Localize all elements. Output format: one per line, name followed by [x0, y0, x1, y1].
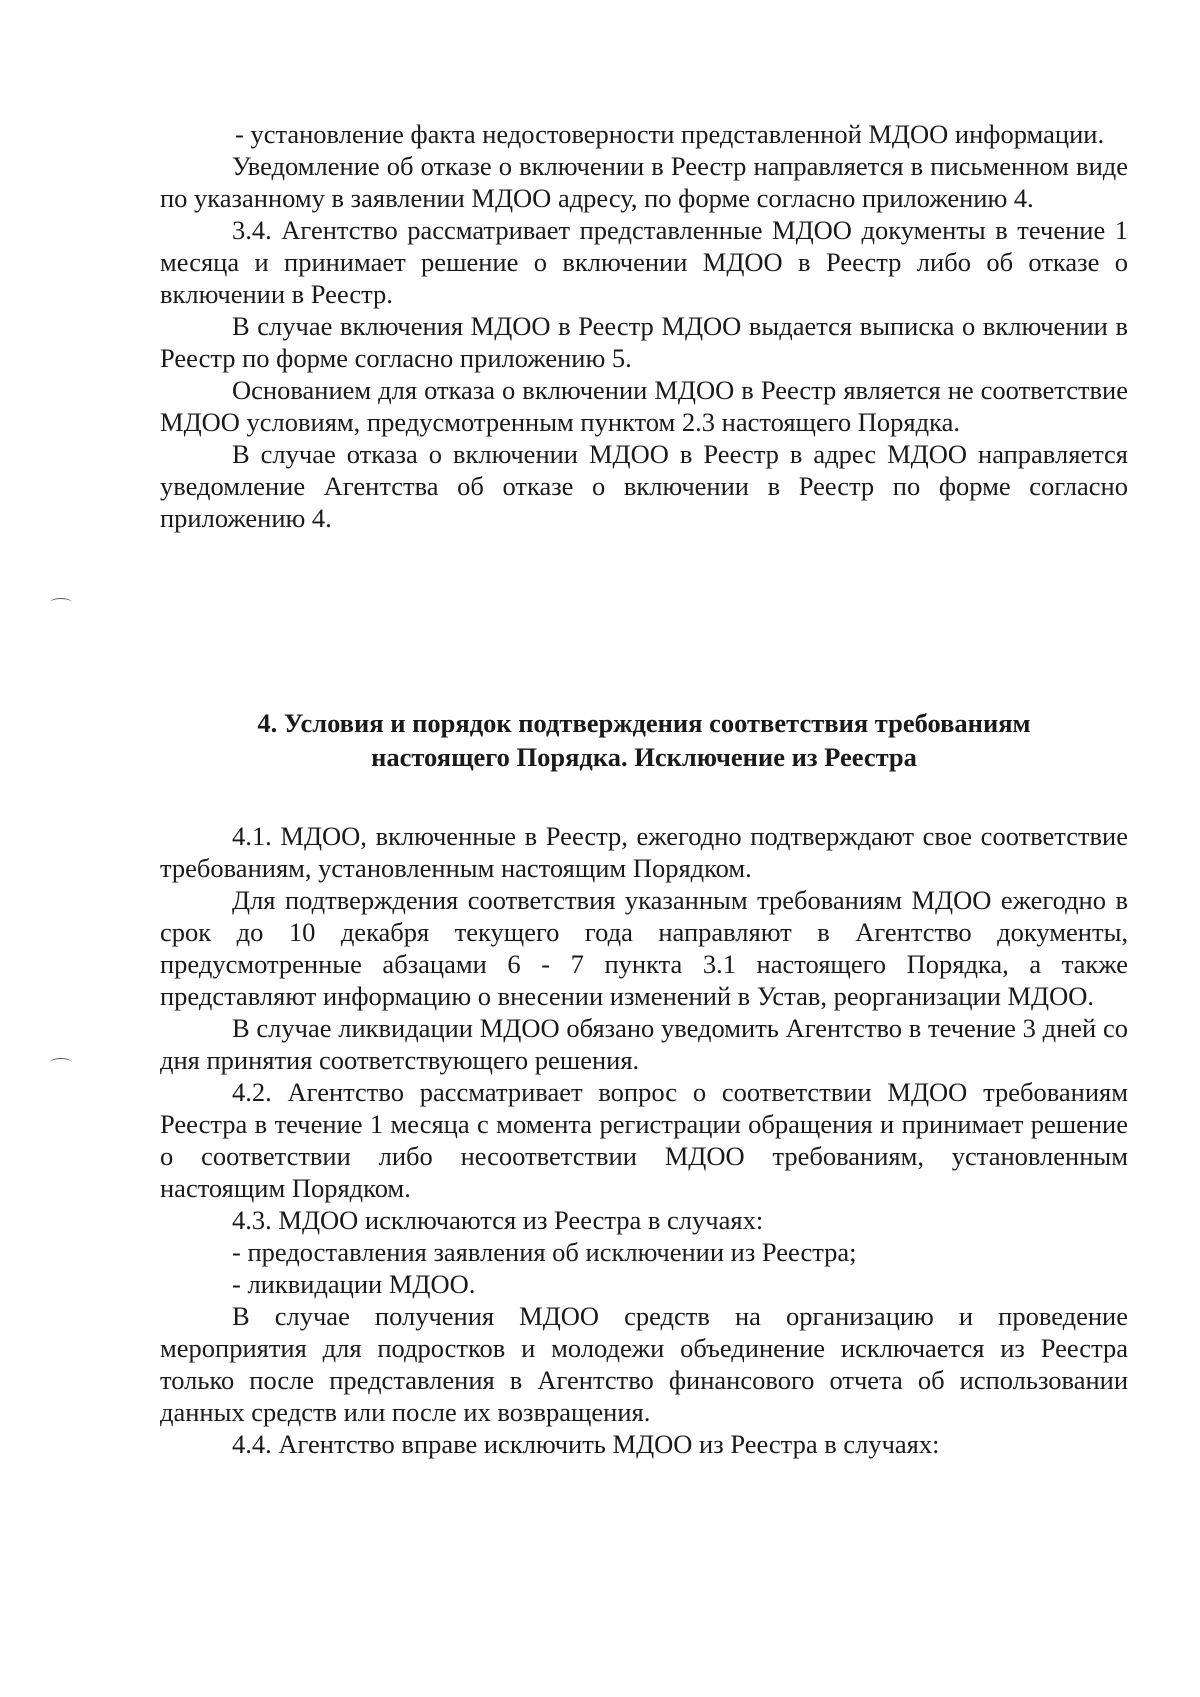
scan-artifact-mark: [50, 1058, 72, 1067]
section-heading: [160, 706, 1128, 774]
section-heading-line: 4. Условия и порядок подтверждения соответствия требованиям: [257, 708, 1031, 738]
paragraph: 4.2. Агентство рассматривает вопрос о соответствии МДОО требованиям Реестра в течение 1 месяца с момента регистрации обращения и принимает решение о соответствии либо несоответствии МДОО требованиям, установленным настоящим Порядком.: [160, 1077, 1128, 1203]
text-block-bottom: [160, 820, 1128, 1460]
paragraph: В случае ликвидации МДОО обязано уведомить Агентство в течение 3 дней со дня принятия соответствующего решения.: [160, 1013, 1128, 1075]
paragraph: - установление факта недостоверности представленной МДОО информации.: [235, 119, 1105, 149]
paragraph: 3.4. Агентство рассматривает представленные МДОО документы в течение 1 месяца и принимает решение о включении МДОО в Реестр либо об отказе о включении в Реестр.: [160, 215, 1128, 309]
paragraph: - ликвидации МДОО.: [232, 1269, 476, 1299]
paragraph: В случае отказа о включении МДОО в Реестр в адрес МДОО направляется уведомление Агентства об отказе о включении в Реестр по форме согласно приложению 4.: [160, 439, 1128, 533]
paragraph: 4.1. МДОО, включенные в Реестр, ежегодно подтверждают свое соответствие требованиям, установленным настоящим Порядком.: [160, 821, 1128, 883]
paragraph: Для подтверждения соответствия указанным требованиям МДОО ежегодно в срок до 10 декабря текущего года направляют в Агентство документы, предусмотренные абзацами 6 - 7 пункта 3.1 настоящего Порядка, а также представляют информацию о внесении изменений в Устав, реорганизации МДОО.: [160, 885, 1128, 1011]
paragraph: Основанием для отказа о включении МДОО в Реестр является не соответствие МДОО условиям, предусмотренным пунктом 2.3 настоящего Порядка.: [160, 375, 1128, 437]
paragraph: 4.3. МДОО исключаются из Реестра в случаях:: [232, 1205, 764, 1235]
scan-artifact-mark: [50, 598, 72, 607]
paragraph: - предоставления заявления об исключении из Реестра;: [232, 1237, 857, 1267]
paragraph: Уведомление об отказе о включении в Реестр направляется в письменном виде по указанному в заявлении МДОО адресу, по форме согласно приложению 4.: [160, 151, 1128, 213]
paragraph: В случае получения МДОО средств на организацию и проведение мероприятия для подростков и молодежи объединение исключается из Реестра только после представления в Агентство финансового отчета об использовании данных средств или после их возвращения.: [160, 1301, 1128, 1427]
section-heading-line: настоящего Порядка. Исключение из Реестра: [371, 742, 917, 772]
paragraph: В случае включения МДОО в Реестр МДОО выдается выписка о включении в Реестр по форме согласно приложению 5.: [160, 311, 1128, 373]
text-block-top: [160, 118, 1128, 534]
paragraph: 4.4. Агентство вправе исключить МДОО из Реестра в случаях:: [232, 1429, 940, 1459]
